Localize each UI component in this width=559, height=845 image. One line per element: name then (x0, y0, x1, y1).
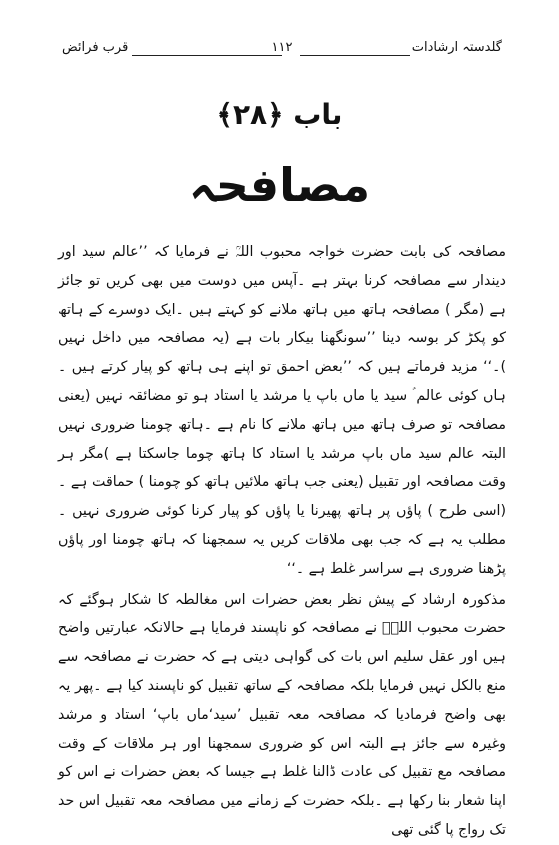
running-header (62, 40, 502, 62)
header-section-title: قرب فرائض (62, 40, 129, 55)
chapter-title: مصافحہ (188, 158, 371, 212)
paragraph: مذکورہ ارشاد کے پیش نظر بعض حضرات اس مغالطہ کا شکار ہوگئے کہ حضرت محبوب اللہؒ نے مصافحہ کو ناپسند فرمایا ہے حالانکہ عبارتیں واضح ہیں اور عقل سلیم اس بات کی گواہی دیتی ہے کہ حضرت نے مصافحہ سے منع بالکل نہیں فرمایا بلکہ مصافحہ کے ساتھ تقبیل کو ناپسند کیا ہے ۔پھر یہ بھی واضح فرمادیا کہ مصافحہ معہ تقبیل ’سید‘ماں باپ‘ استاد و مرشد وغیرہ سے جائز ہے البتہ اس کو ضروری سمجھنا اور ہر ملاقات کے وقت مصافحہ مع تقبیل کی عادت ڈالنا غلط ہے جیسا کہ بعض حضرات نے اس کو اپنا شعار بنا رکھا ہے ۔بلکہ حضرت کے زمانے میں مصافحہ معہ تقبیل اس حد تک رواج پا گئی تھی (58, 591, 506, 838)
header-book-title: گلدستہ ارشادات (411, 40, 502, 55)
header-page-number: ۱۱۲ (271, 40, 293, 55)
paragraph: مصافحہ کی بابت حضرت خواجہ محبوب اللہؒ نے فرمایا کہ ’’عالم سید اور دیندار سے مصافحہ کرنا بہتر ہے ۔آپس میں دوست میں بھی کریں تو جائز ہے (مگر ) مصافحہ ہاتھ میں ہاتھ ملانے کو کہتے ہیں ۔ایک دوسرے کے ہاتھ کو پکڑ کر بوسہ دینا ’’سونگھنا بیکار بات ہے (یہ مصافحہ میں داخل نہیں )۔‘‘ مزید فرماتے ہیں کہ ’’بعض احمق تو اپنے ہی ہاتھ کو پیار کرتے ہیں ۔ہاں کوئی عالم ؑ سید یا ماں باپ یا مرشد یا استاد ہو تو مضائقہ نہیں (یعنی مصافحہ تو صرف ہاتھ میں ہاتھ ملانے کا نام ہے ۔ہاتھ چومنا ضروری نہیں البتہ عالم سید ماں باپ مرشد یا استاد کا ہاتھ چوما جاسکتا ہے )مگر ہر وقت مصافحہ اور تقبیل (یعنی جب ہاتھ ملائیں ہاتھ کو چومنا ) حماقت ہے ۔(اسی طرح ) پاؤں پر ہاتھ پھیرنا یا پاؤں کو پیار کرنا کوئی ضروری نہیں ۔مطلب یہ ہے کہ جب بھی ملاقات کریں یہ سمجھنا کہ ہاتھ چومنا اور پاؤں پڑھنا ضروری ہے سراسر غلط ہے ۔‘‘ (58, 244, 506, 577)
header-rule-right (300, 55, 410, 56)
body-text (58, 238, 506, 845)
chapter-label: باب ﴿۲۸﴾ (216, 98, 343, 131)
header-rule-left (132, 55, 282, 56)
